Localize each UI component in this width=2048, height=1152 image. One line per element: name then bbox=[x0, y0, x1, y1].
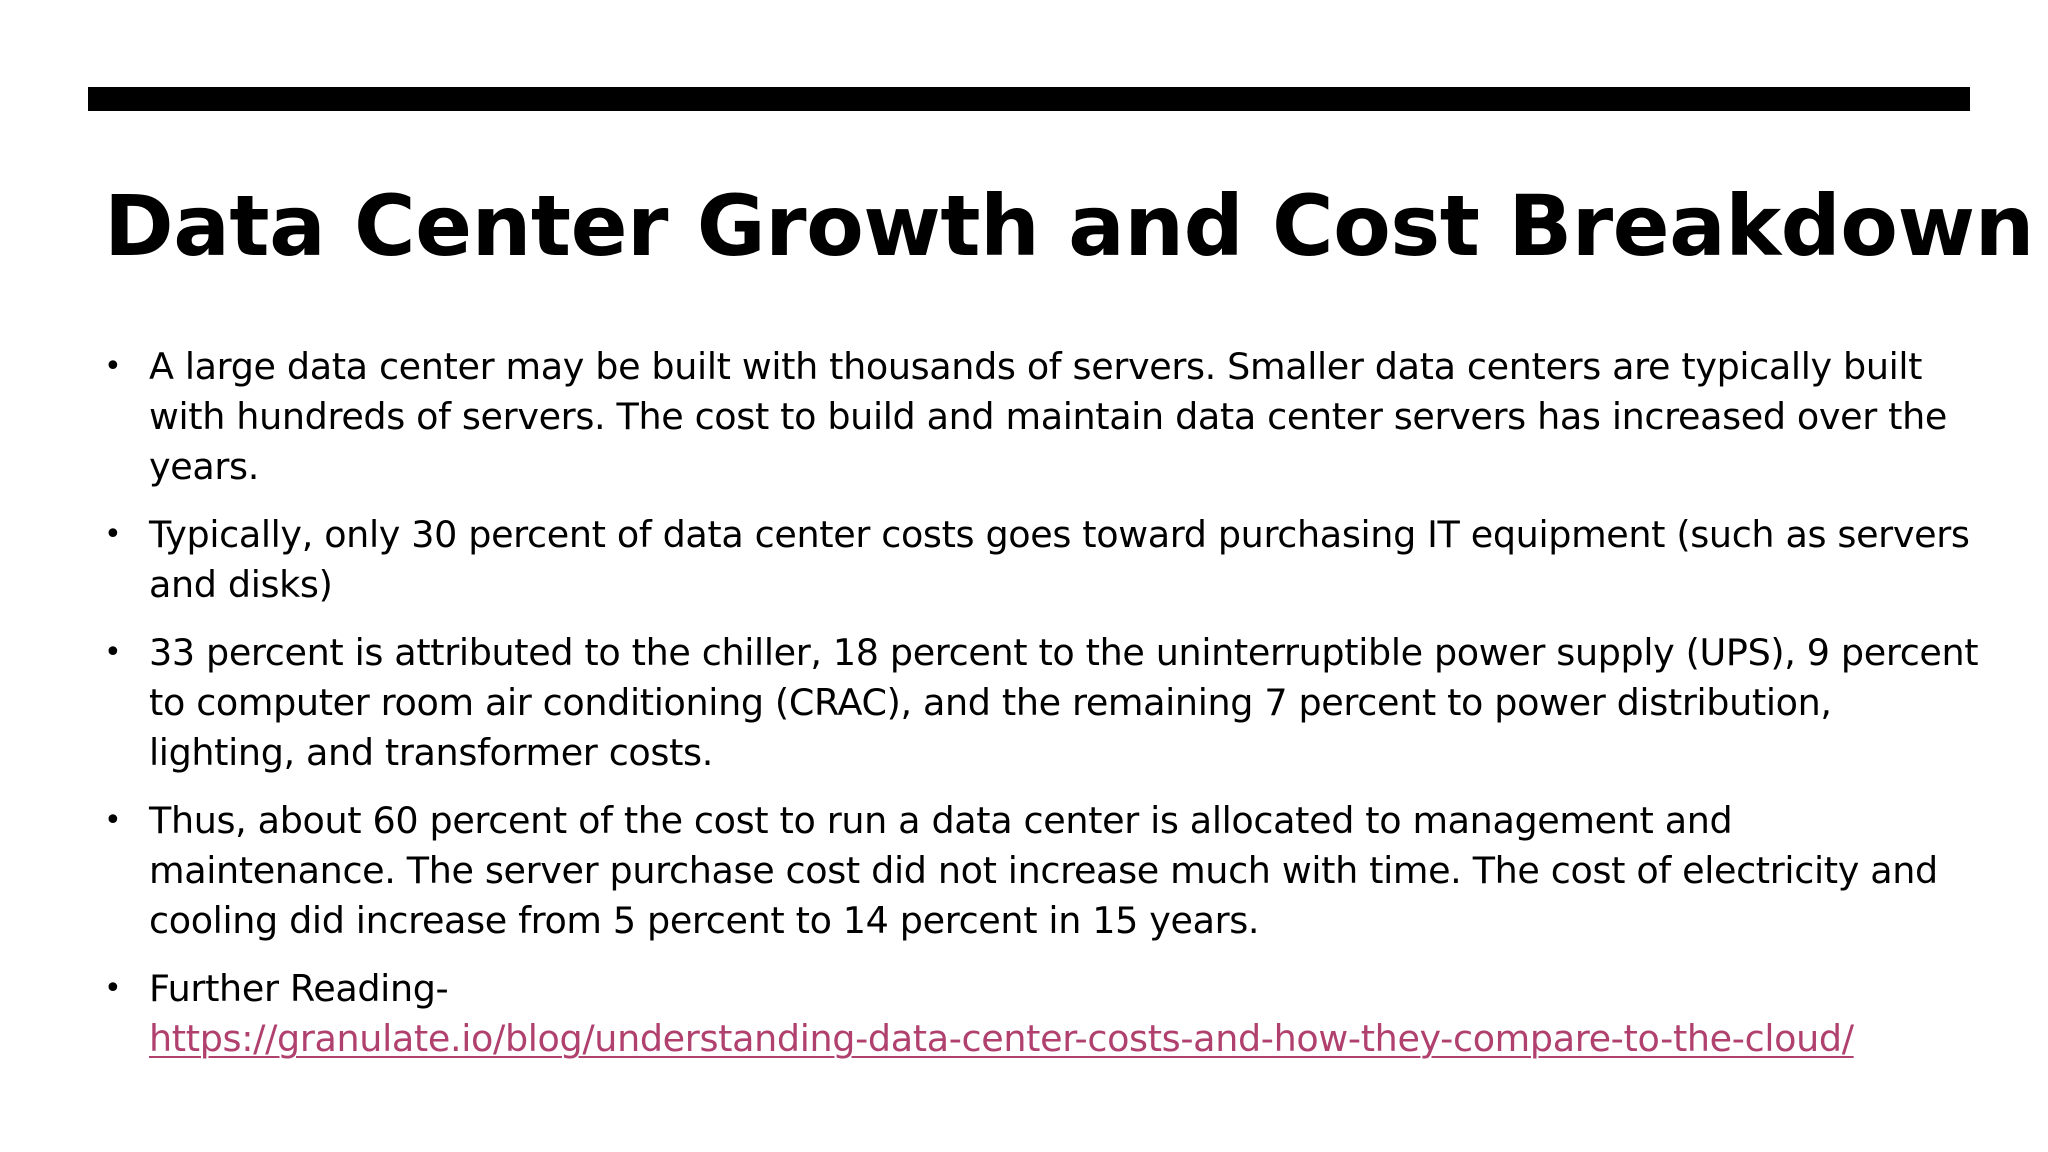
bullet-item-4 bbox=[104, 796, 1984, 946]
bullet-dot-icon: • bbox=[104, 517, 122, 552]
bullet-dot-icon: • bbox=[104, 635, 122, 670]
bullet-item-further-reading bbox=[104, 964, 1984, 1064]
bullet-dot-icon: • bbox=[104, 349, 122, 384]
bullet-text: A large data center may be built with thousands of servers. Smaller data centers are typically built with hundreds of servers. The cost to build and maintain data center servers has increased over the years. bbox=[149, 345, 1948, 488]
further-reading-link[interactable]: https://granulate.io/blog/understanding-data-center-costs-and-how-they-compare-to-the-cloud/ bbox=[149, 1017, 1854, 1060]
bullet-text: 33 percent is attributed to the chiller, 18 percent to the uninterruptible power supply (UPS), 9 percent to computer room air conditioning (CRAC), and the remaining 7 percent to power distribution, lighting, and transformer costs. bbox=[149, 631, 1979, 774]
bullet-item-1 bbox=[104, 342, 1984, 492]
bullet-item-2 bbox=[104, 510, 1984, 610]
bullet-text: Typically, only 30 percent of data center costs goes toward purchasing IT equipment (such as servers and disks) bbox=[149, 513, 1970, 606]
slide-title: Data Center Growth and Cost Breakdown bbox=[104, 177, 2034, 275]
bullet-text: Thus, about 60 percent of the cost to run a data center is allocated to management and maintenance. The server purchase cost did not increase much with time. The cost of electricity and cooling did increase from 5 percent to 14 percent in 15 years. bbox=[149, 799, 1938, 942]
bullet-dot-icon: • bbox=[104, 803, 122, 838]
further-reading-label: Further Reading- bbox=[149, 967, 449, 1010]
bullet-dot-icon: • bbox=[104, 971, 122, 1006]
title-accent-bar bbox=[88, 87, 1970, 111]
bullet-list bbox=[104, 342, 1984, 1082]
bullet-item-3 bbox=[104, 628, 1984, 778]
